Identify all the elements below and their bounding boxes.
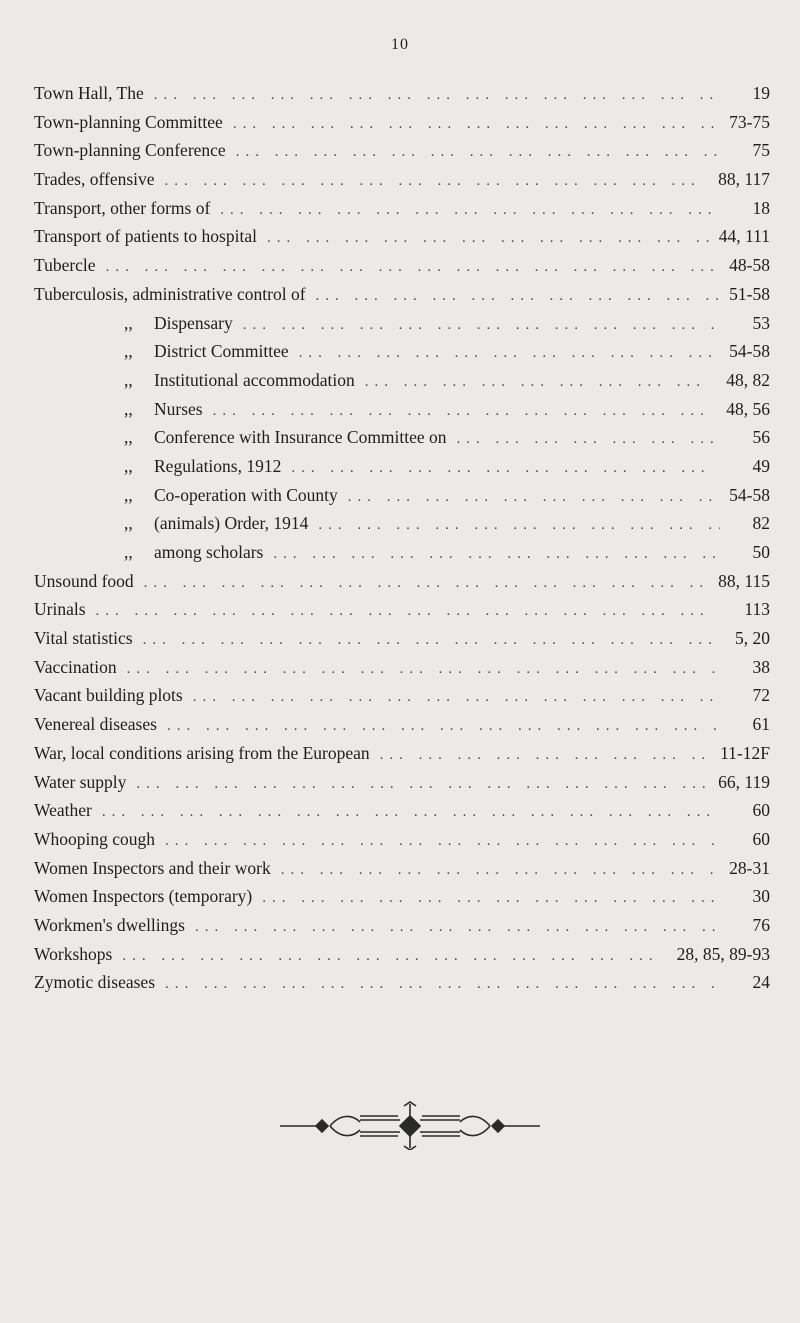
index-entry-text [34,714,157,735]
index-entry-text [34,886,252,907]
dot-leader [299,345,720,362]
index-entry-label: Whooping cough [34,828,156,849]
index-entry-label: Tuberculosis, administrative control of [34,283,306,304]
index-entry [34,915,770,944]
index-entry [34,657,770,686]
dot-leader [96,603,720,620]
index-entry [34,112,770,141]
dot-leader [348,489,719,506]
index-list [34,83,770,1001]
index-entry-pages: 51-58 [729,283,770,304]
index-entry-pages: 60 [752,828,770,849]
index-entry [34,341,770,370]
dot-leader [291,460,720,477]
index-entry-text [34,800,92,821]
index-entry-pages: 54-58 [729,341,770,362]
index-entry [34,599,770,628]
index-entry-pages: 82 [752,513,770,534]
index-entry-label: Workmen's dwellings [34,914,185,935]
index-entry-label: Transport, other forms of [34,197,211,218]
index-entry-label: Town-planning Committee [34,111,223,132]
index-entry-pages: 18 [752,197,770,218]
index-entry-text [34,513,308,534]
dot-leader [122,948,666,965]
index-entry [34,485,770,514]
index-entry [34,858,770,887]
dot-leader [380,747,710,764]
index-entry [34,284,770,313]
index-entry-pages: 73-75 [729,111,770,132]
index-entry-text [34,284,306,305]
index-entry-label: Water supply [34,771,127,792]
index-entry-label: Dispensary [154,312,233,333]
dot-leader [144,575,708,592]
index-entry-text [34,972,155,993]
index-entry-label: Conference with Insurance Committee on [154,427,447,448]
ditto-mark: ,, [124,427,133,448]
index-entry-label: Venereal diseases [34,714,157,735]
index-entry-label: Institutional accommodation [154,369,355,390]
index-entry-pages: 76 [752,914,770,935]
index-entry [34,456,770,485]
index-entry-pages: 56 [752,427,770,448]
index-entry-pages: 19 [752,83,770,103]
index-entry-label: Nurses [154,398,203,419]
index-entry-pages: 88, 115 [718,570,770,591]
index-entry [34,829,770,858]
index-entry-pages: 30 [752,886,770,907]
index-entry-pages: 48, 56 [726,398,770,419]
index-entry-pages: 50 [752,542,770,562]
ditto-mark: ,, [124,484,133,505]
index-entry-label: Weather [34,800,92,821]
index-entry-label: Zymotic diseases [34,972,156,993]
index-entry [34,886,770,915]
page-number: 10 [391,36,409,53]
index-entry-pages: 44, 111 [718,226,770,247]
index-entry-text [34,571,134,592]
dot-leader [165,173,709,190]
index-entry-label: Town-planning Conference [34,140,226,161]
dot-leader [213,403,717,420]
dot-leader [167,718,720,735]
index-entry-pages: 53 [752,312,770,333]
index-entry [34,169,770,198]
dot-leader [136,776,708,793]
index-entry-label: (animals) Order, 1914 [154,513,309,534]
index-entry-text [34,370,355,391]
ditto-mark: ,, [124,312,133,333]
ditto-mark: ,, [124,513,133,534]
index-entry-pages: 38 [752,656,770,677]
index-entry-text [34,169,155,190]
dot-leader [267,230,709,247]
index-entry [34,83,770,112]
index-entry-text [34,341,289,362]
index-entry-text [34,112,223,133]
dot-leader [457,431,720,448]
index-entry-text [34,599,86,620]
index-entry-label: Vital statistics [34,628,133,649]
index-entry-pages: 75 [752,140,770,161]
index-entry-text [34,915,185,936]
index-entry [34,399,770,428]
index-entry-label: Women Inspectors and their work [34,857,271,878]
index-entry [34,743,770,772]
index-entry-label: Town Hall, The [34,83,144,103]
index-entry-text [34,743,370,764]
dot-leader [273,546,720,563]
index-entry [34,255,770,284]
index-entry-label: Transport of patients to hospital [34,226,257,247]
dot-leader [106,259,720,276]
dot-leader [193,689,720,706]
index-entry-text [34,628,133,649]
index-entry-pages: 28-31 [729,857,770,878]
index-entry [34,772,770,801]
dot-leader [165,976,720,993]
ditto-mark: ,, [124,341,133,362]
dot-leader [143,632,720,649]
index-entry-pages: 48-58 [729,255,770,276]
printers-ornament-icon [280,1100,540,1150]
index-entry-label: War, local conditions arising from the European [34,742,370,763]
index-entry-label: Women Inspectors (temporary) [34,886,253,907]
index-entry [34,513,770,542]
index-entry-text [34,427,447,448]
index-entry-pages: 66, 119 [718,771,770,792]
index-entry-pages: 88, 117 [718,169,770,190]
index-entry [34,800,770,829]
dot-leader [236,144,720,161]
dot-leader [316,288,720,305]
index-entry-text [34,226,257,247]
dot-leader [243,317,720,334]
index-entry-label: Tubercle [34,255,96,276]
index-entry-label: Unsound food [34,570,134,591]
index-entry [34,313,770,342]
dot-leader [233,116,719,133]
index-entry [34,944,770,973]
index-entry-text [34,944,112,965]
index-entry [34,140,770,169]
index-entry [34,198,770,227]
ditto-mark: ,, [124,455,133,476]
index-entry [34,542,770,571]
index-entry-text [34,772,126,793]
index-entry-label: among scholars [154,542,264,562]
index-entry-label: District Committee [154,341,289,362]
index-entry [34,714,770,743]
index-entry-pages: 60 [752,800,770,821]
index-entry-pages: 11-12F [720,742,770,763]
index-entry-text [34,198,210,219]
index-entry-text [34,140,226,161]
ditto-mark: ,, [124,369,133,390]
dot-leader [102,804,720,821]
dot-leader [365,374,717,391]
dot-leader [262,890,720,907]
index-entry-pages: 24 [752,972,770,993]
index-entry-text [34,542,263,563]
dot-leader [318,517,720,534]
index-entry [34,427,770,456]
index-entry-pages: 113 [744,599,770,620]
index-entry-label: Vaccination [34,656,117,677]
index-entry-text [34,399,203,420]
index-entry-text [34,255,96,276]
ditto-mark: ,, [124,398,133,419]
index-entry [34,226,770,255]
index-entry-text [34,313,233,334]
index-entry-text [34,83,144,104]
index-entry-pages: 72 [752,685,770,706]
index-entry-pages: 48, 82 [726,369,770,390]
index-entry-pages: 54-58 [729,484,770,505]
ditto-mark: ,, [124,542,133,562]
index-entry [34,972,770,1001]
index-entry-pages: 61 [752,714,770,735]
dot-leader [195,919,720,936]
index-entry [34,628,770,657]
dot-leader [281,862,719,879]
index-entry-pages: 5, 20 [735,628,770,649]
index-entry-label: Co-operation with County [154,484,338,505]
index-entry-label: Trades, offensive [34,169,155,190]
index-entry-text [34,829,155,850]
index-entry-text [34,858,271,879]
index-entry [34,571,770,600]
dot-leader [127,661,720,678]
index-entry-pages: 49 [752,455,770,476]
dot-leader [220,202,720,219]
index-entry-label: Workshops [34,943,113,964]
index-entry-text [34,685,183,706]
index-entry-label: Regulations, 1912 [154,455,282,476]
dot-leader [165,833,720,850]
index-entry-text [34,485,338,506]
index-entry-text [34,456,281,477]
index-entry [34,685,770,714]
index-entry-label: Urinals [34,599,86,620]
index-entry-text [34,657,117,678]
index-entry [34,370,770,399]
dot-leader [154,87,720,104]
index-entry-pages: 28, 85, 89-93 [676,943,770,964]
index-entry-label: Vacant building plots [34,685,183,706]
